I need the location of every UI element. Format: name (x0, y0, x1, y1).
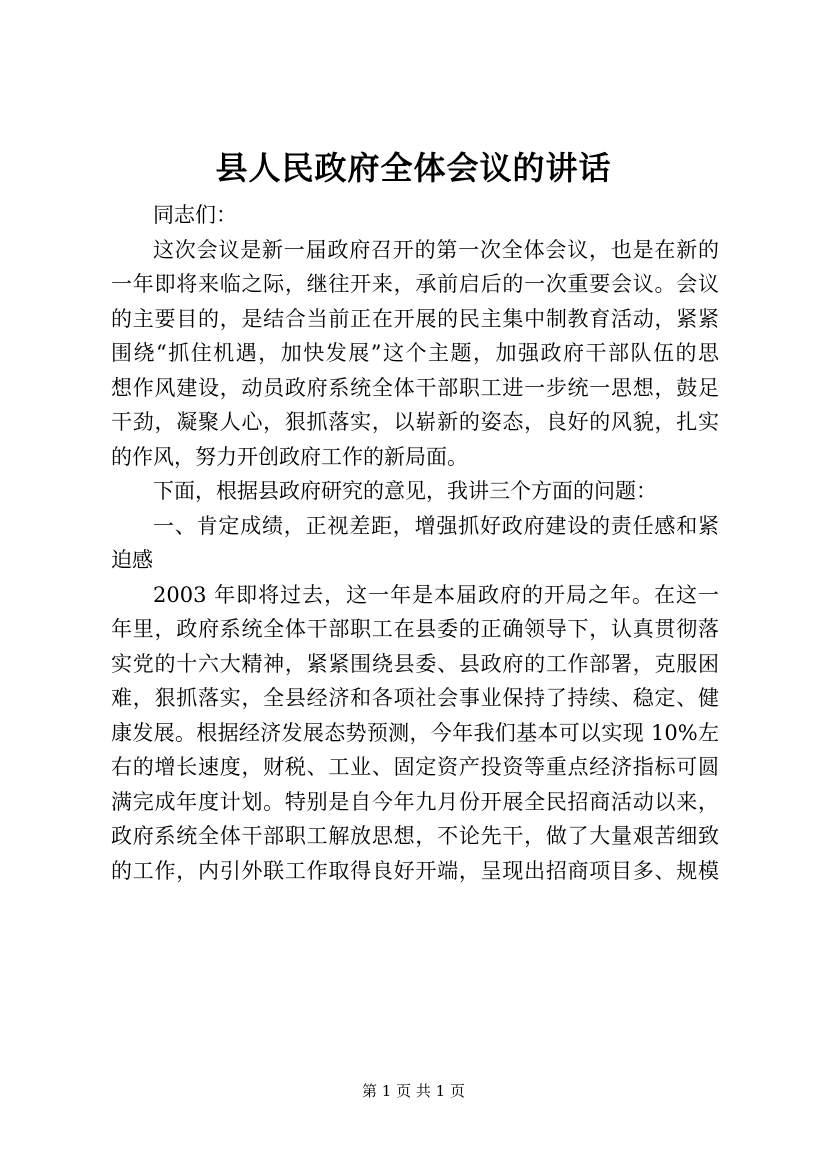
paragraph-line: 干劲，凝聚人心，狠抓落实，以崭新的姿态，良好的风貌，扎实 (111, 410, 719, 434)
paragraph-line: 的主要目的，是结合当前正在开展的民主集中制教育活动，紧紧 (111, 306, 719, 331)
paragraph-line: 的作风，努力开创政府工作的新局面。 (111, 444, 468, 469)
paragraph-line: 想作风建设，动员政府系统全体干部职工进一步统一思想，鼓足 (111, 375, 719, 400)
section-heading-1 (111, 509, 719, 578)
paragraph-line: 一年即将来临之际，继往开来，承前启后的一次重要会议。会议 (111, 272, 719, 296)
paragraph-line: 难，狠抓落实，全县经济和各项社会事业保持了持续、稳定、健 (111, 686, 719, 710)
paragraph-line: 康发展。根据经济发展态势预测，今年我们基本可以实现 10%左 (111, 720, 719, 745)
greeting-line: 同志们： (153, 203, 237, 227)
paragraph-3 (111, 578, 719, 889)
paragraph-line: 这次会议是新一届政府召开的第一次全体会议，也是在新的 (153, 237, 719, 262)
paragraph-line: 实党的十六大精神，紧紧围绕县委、县政府的工作部署，克服困 (111, 651, 719, 676)
paragraph-line: 2003 年即将过去，这一年是本届政府的开局之年。在这一 (153, 582, 719, 607)
document-title: 县人民政府全体会议的讲话 (215, 149, 612, 187)
document-body (111, 198, 719, 888)
greeting (111, 198, 719, 233)
paragraph-line: 年里，政府系统全体干部职工在县委的正确领导下，认真贯彻落 (111, 617, 719, 641)
paragraph-1 (111, 233, 719, 475)
heading-line: 一、肯定成绩，正视差距，增强抓好政府建设的责任感和紧 (153, 513, 719, 538)
paragraph-line: 满完成年度计划。特别是自今年九月份开展全民招商活动以来， (111, 789, 719, 814)
paragraph-2 (111, 474, 719, 509)
paragraph-line: 右的增长速度，财税、工业、固定资产投资等重点经济指标可圆 (111, 755, 719, 779)
paragraph-line: 的工作，内引外联工作取得良好开端，呈现出招商项目多、规模 (111, 858, 719, 883)
page-footer: 第 1 页 共 1 页 (362, 1082, 465, 1100)
paragraph-line: 下面，根据县政府研究的意见，我讲三个方面的问题： (153, 479, 657, 503)
paragraph-line: 围绕“抓住机遇，加快发展”这个主题，加强政府干部队伍的思 (111, 341, 719, 365)
paragraph-line: 政府系统全体干部职工解放思想，不论先干，做了大量艰苦细致 (111, 824, 719, 848)
heading-line: 迫感 (111, 548, 153, 572)
